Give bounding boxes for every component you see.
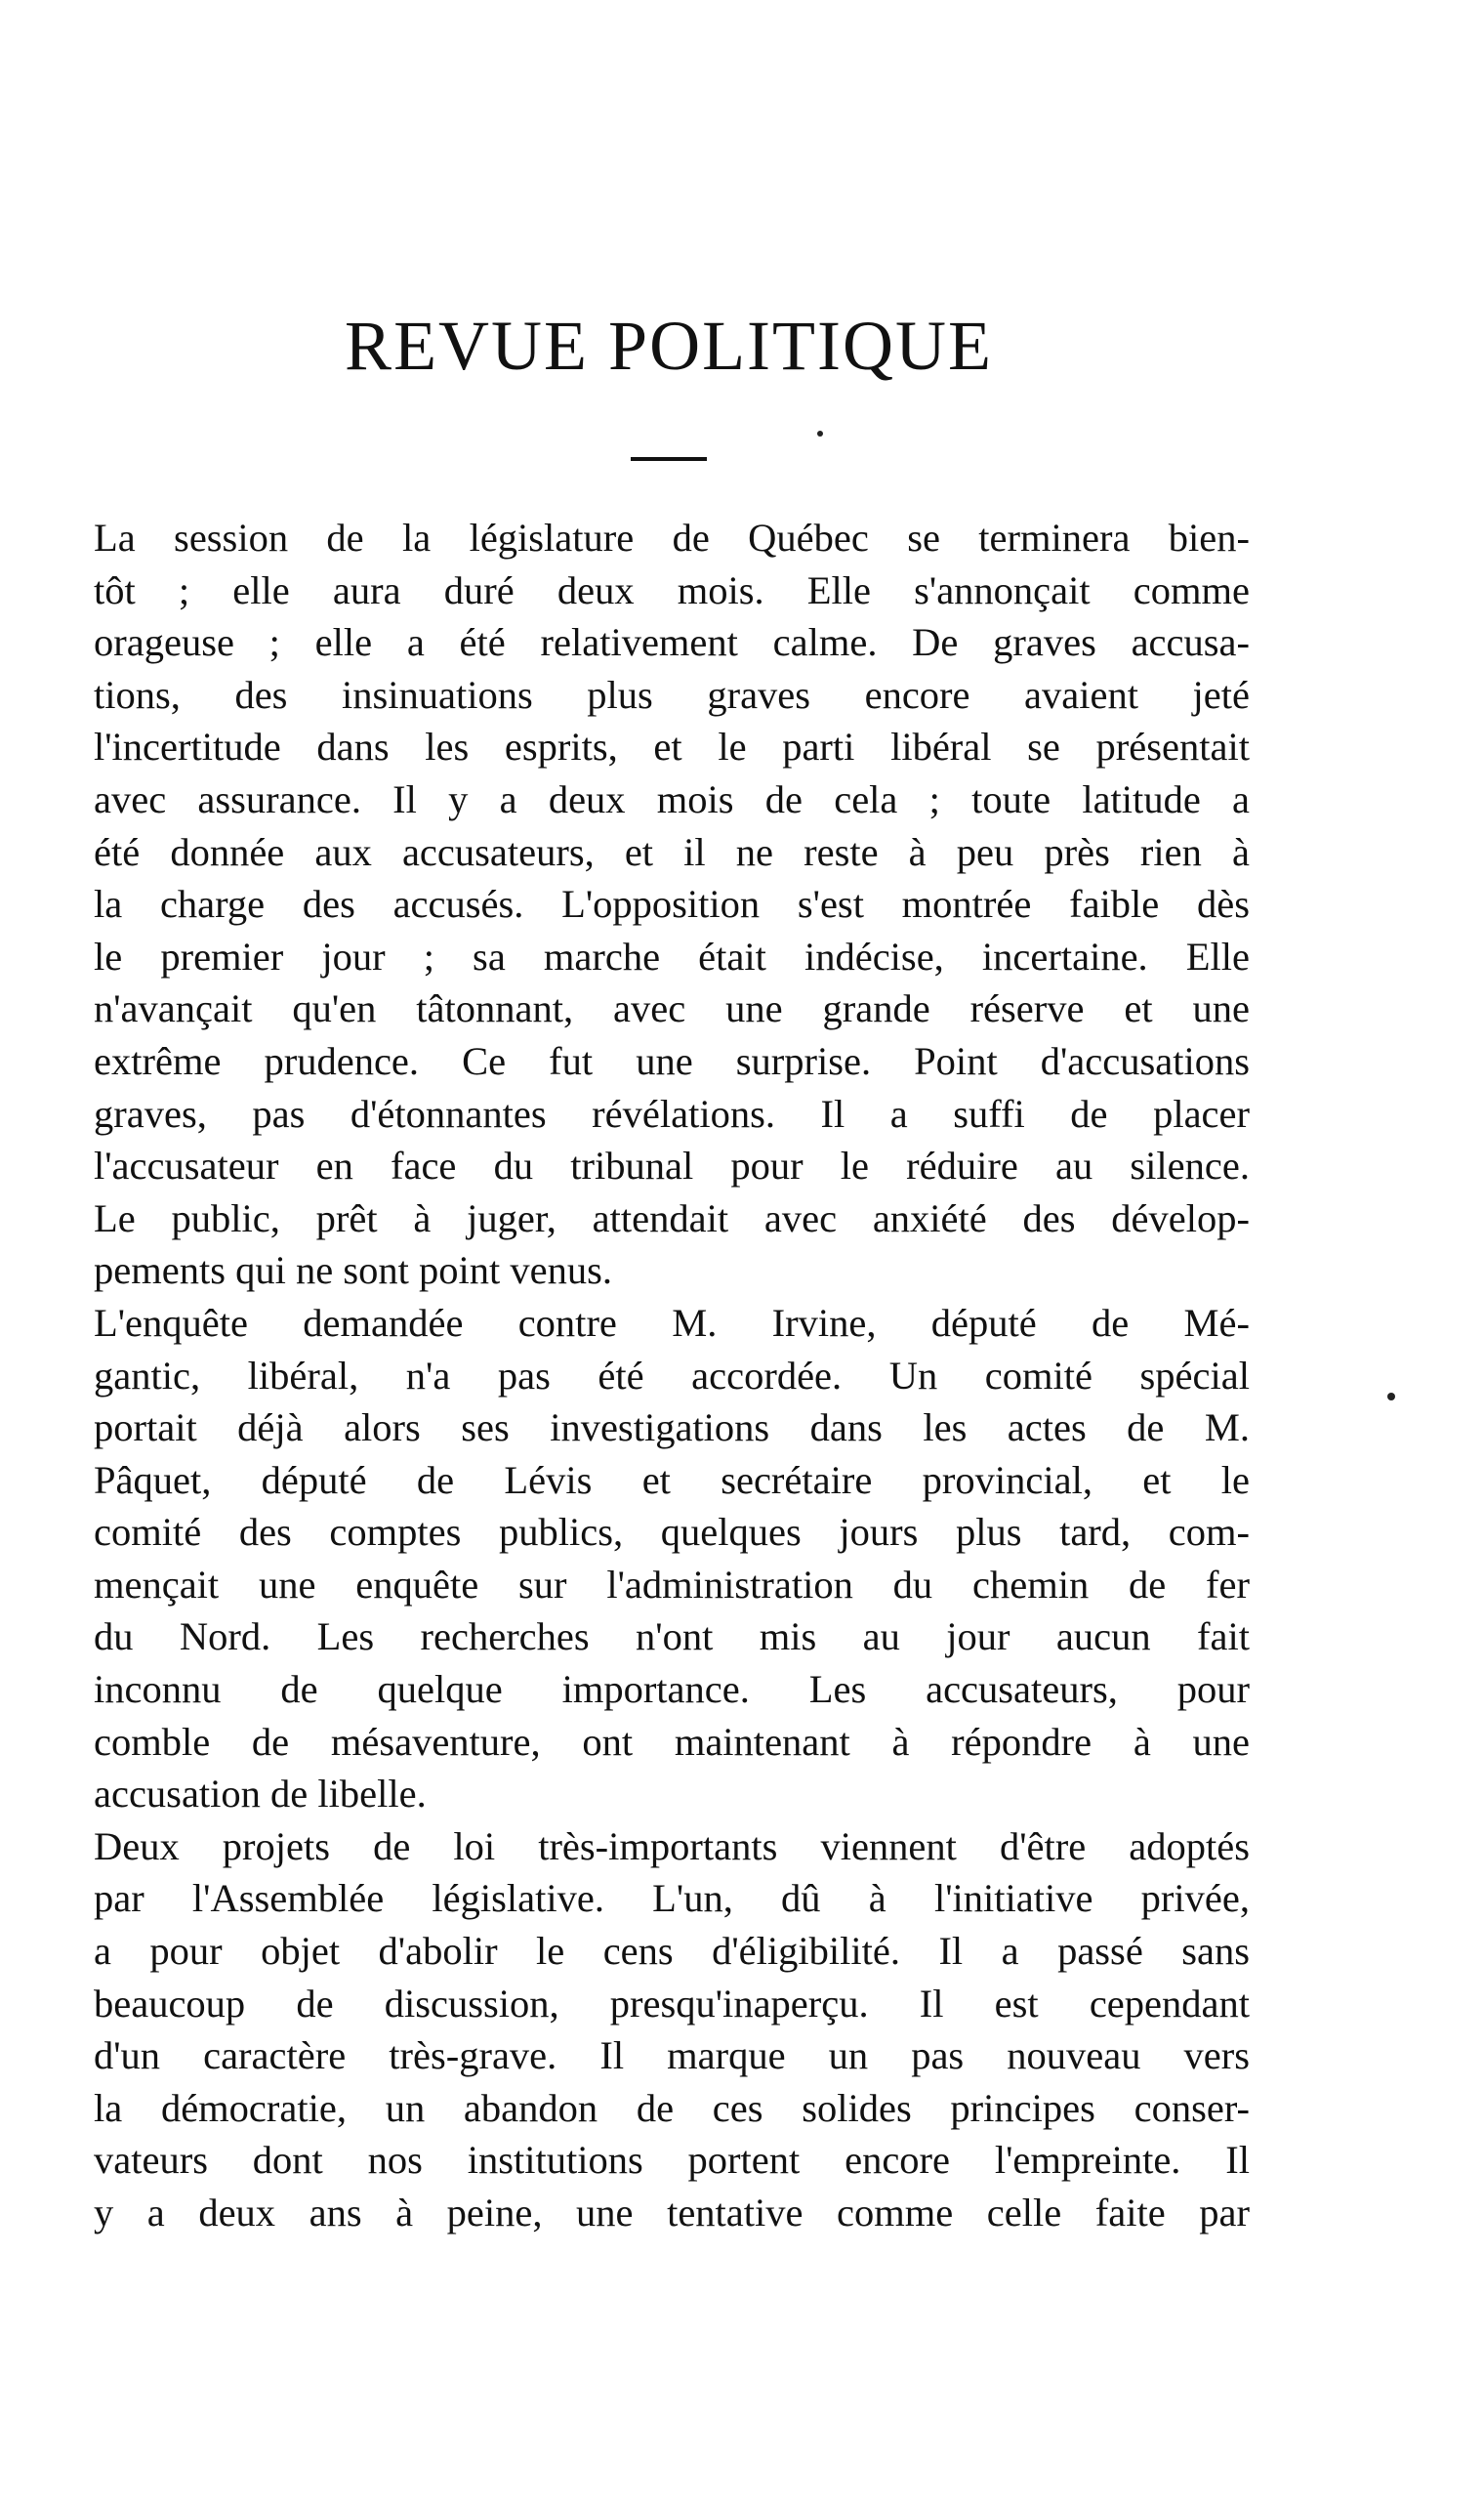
paragraph-2	[94, 1297, 1250, 1820]
text-line: pements qui ne sont point venus.	[94, 1248, 612, 1293]
text-line: Le public, prêt à juger, attendait avec anxiété des dévelop-	[94, 1195, 1250, 1240]
article-body	[94, 512, 1250, 2239]
text-line: Pâquet, député de Lévis et secrétaire provincial, et le	[94, 1457, 1250, 1502]
text-line: accusation de libelle.	[94, 1772, 427, 1817]
text-line: tions, des insinuations plus graves encore avaient jeté	[94, 672, 1250, 717]
text-line: mençait une enquête sur l'administration du chemin de fer	[94, 1562, 1250, 1607]
text-line: l'accusateur en face du tribunal pour le réduire au silence.	[94, 1144, 1250, 1189]
text-line: tôt ; elle aura duré deux mois. Elle s'annonçait comme	[94, 567, 1250, 612]
text-line: y a deux ans à peine, une tentative comme celle faite par	[94, 2191, 1250, 2235]
text-line: gantic, libéral, n'a pas été accordée. Un comité spécial	[94, 1353, 1250, 1398]
paragraph-1	[94, 512, 1250, 1297]
text-line: a pour objet d'abolir le cens d'éligibilité. Il a passé sans	[94, 1929, 1250, 1974]
text-line: par l'Assemblée législative. L'un, dû à l'initiative privée,	[94, 1876, 1250, 1921]
text-line: du Nord. Les recherches n'ont mis au jour aucun fait	[94, 1614, 1250, 1659]
text-line: comble de mésaventure, ont maintenant à répondre à une	[94, 1719, 1250, 1764]
text-line: n'avançait qu'en tâtonnant, avec une grande réserve et une	[94, 986, 1250, 1031]
text-line: Deux projets de loi très-importants viennent d'être adoptés	[94, 1823, 1250, 1868]
text-line: la démocratie, un abandon de ces solides principes conser-	[94, 2085, 1250, 2130]
print-speck	[1387, 1393, 1395, 1400]
text-line: extrême prudence. Ce fut une surprise. Point d'accusations	[94, 1038, 1250, 1083]
text-line: inconnu de quelque importance. Les accusateurs, pour	[94, 1667, 1250, 1712]
text-line: l'incertitude dans les esprits, et le parti libéral se présentait	[94, 725, 1250, 770]
text-line: portait déjà alors ses investigations dans les actes de M.	[94, 1405, 1250, 1450]
text-line: vateurs dont nos institutions portent encore l'empreinte. Il	[94, 2138, 1250, 2183]
text-line: La session de la législature de Québec se terminera bien-	[94, 516, 1250, 560]
text-line: graves, pas d'étonnantes révélations. Il a suffi de placer	[94, 1091, 1250, 1136]
text-line: d'un caractère très-grave. Il marque un pas nouveau vers	[94, 2033, 1250, 2078]
text-line: orageuse ; elle a été relativement calme. De graves accusa-	[94, 620, 1250, 665]
text-line: beaucoup de discussion, presqu'inaperçu. Il est cependant	[94, 1981, 1250, 2026]
print-speck	[817, 431, 823, 437]
paragraph-3	[94, 1820, 1250, 2239]
text-line: L'enquête demandée contre M. Irvine, député de Mé-	[94, 1300, 1250, 1345]
text-line: été donnée aux accusateurs, et il ne reste à peu près rien à	[94, 829, 1250, 874]
title-rule	[631, 457, 707, 461]
text-line: la charge des accusés. L'opposition s'est montrée faible dès	[94, 882, 1250, 927]
text-line: comité des comptes publics, quelques jours plus tard, com-	[94, 1510, 1250, 1555]
page-title: REVUE POLITIQUE	[345, 307, 993, 385]
text-line: le premier jour ; sa marche était indécise, incertaine. Elle	[94, 934, 1250, 979]
text-line: avec assurance. Il y a deux mois de cela ; toute latitude a	[94, 776, 1250, 821]
